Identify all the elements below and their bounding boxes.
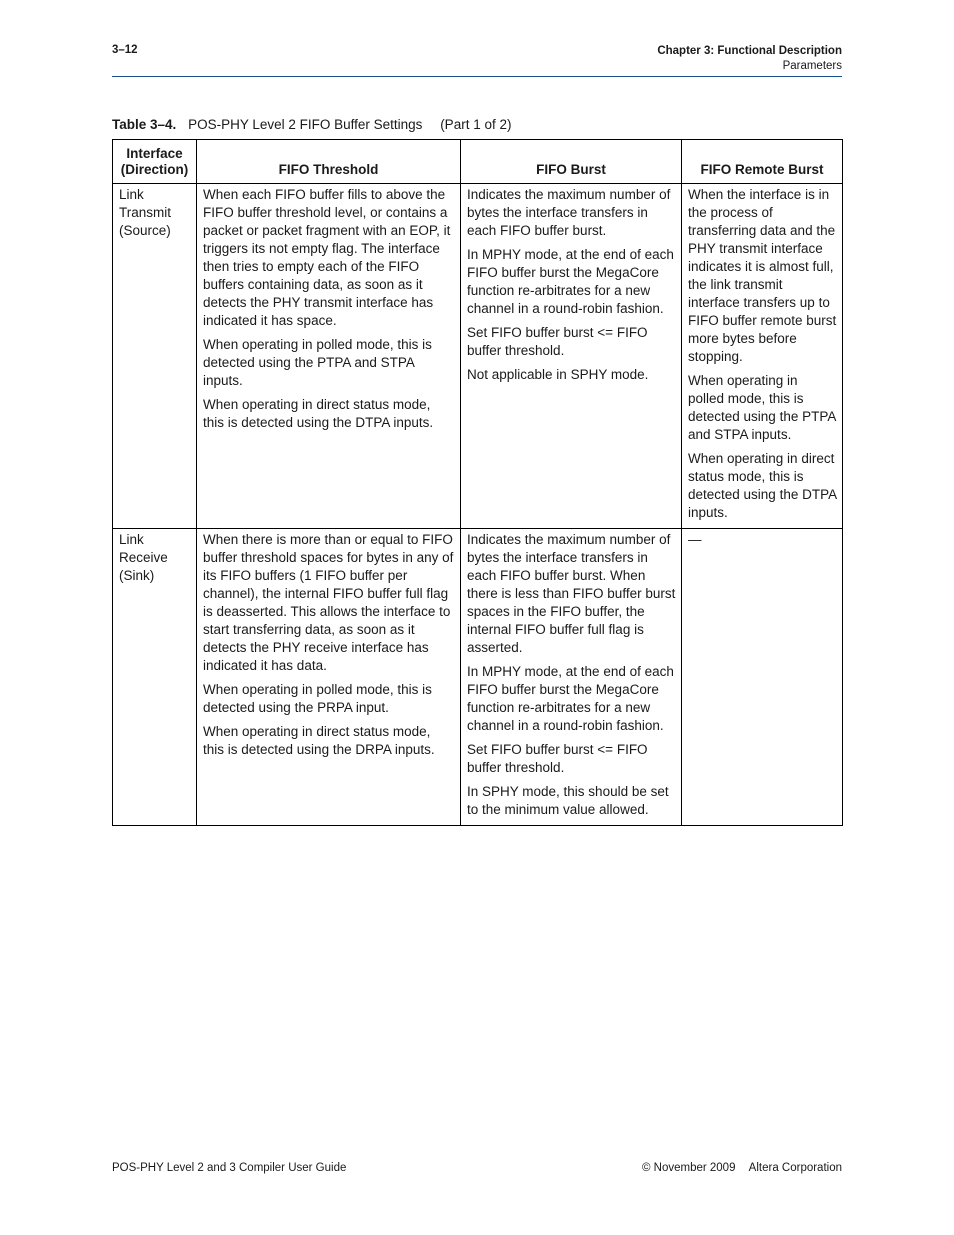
cell-paragraph: When operating in direct status mode, this is detected using the DTPA inputs. <box>688 451 837 520</box>
cell-paragraph: — <box>688 532 702 547</box>
footer-date: © November 2009 <box>641 1162 736 1174</box>
header-fifo-remote-burst: FIFO Remote Burst <box>682 140 843 184</box>
table-caption-part: (Part 1 of 2) <box>440 117 512 132</box>
table-row <box>113 529 843 826</box>
header-interface <box>113 140 197 184</box>
cell-burst <box>461 184 682 529</box>
footer-organization: Altera Corporation <box>748 1162 842 1174</box>
table-body <box>113 184 843 826</box>
cell-paragraph: In SPHY mode, this should be set to the minimum value allowed. <box>467 784 669 817</box>
cell-paragraph: When operating in direct status mode, this is detected using the DRPA inputs. <box>203 724 435 757</box>
table-caption-label: Table 3–4. <box>112 117 177 132</box>
cell-paragraph: Not applicable in SPHY mode. <box>467 367 649 382</box>
cell-paragraph: In MPHY mode, at the end of each FIFO buffer burst the MegaCore function re-arbitrates for a new channel in a round-robin fashion. <box>467 664 674 733</box>
section-title: Parameters <box>782 60 842 72</box>
cell-paragraph: Indicates the maximum number of bytes the interface transfers in each FIFO buffer burst. <box>467 187 671 238</box>
header-interface-line1: Interface <box>126 146 183 161</box>
cell-paragraph: When operating in direct status mode, this is detected using the DTPA inputs. <box>203 397 434 430</box>
cell-paragraph: When there is more than or equal to FIFO buffer threshold spaces for bytes in any of its FIFO buffers (1 FIFO buffer per channel), the internal FIFO buffer full flag is deasserted. This allows the interface to start transferring data, as soon as it detects the PHY receive interface has indicated it has data. <box>203 532 454 673</box>
cell-paragraph: Set FIFO buffer burst <= FIFO buffer threshold. <box>467 325 648 358</box>
cell-paragraph: When operating in polled mode, this is detected using the PRPA input. <box>203 682 432 715</box>
cell-paragraph: In MPHY mode, at the end of each FIFO buffer burst the MegaCore function re-arbitrates for a new channel in a round-robin fashion. <box>467 247 674 316</box>
cell-paragraph: When operating in polled mode, this is detected using the PTPA and STPA inputs. <box>203 337 432 388</box>
header-interface-line2: (Direction) <box>120 162 189 177</box>
header-rule <box>112 76 842 77</box>
cell-interface: Link Receive (Sink) <box>113 529 197 826</box>
cell-paragraph: When each FIFO buffer fills to above the FIFO buffer threshold level, or contains a packet or packet fragment with an EOP, it triggers its not empty flag. The interface then tries to empty each of the FIFO buffers containing data, as soon as it detects the PHY transmit interface has indicated it has space. <box>203 187 451 328</box>
header-fifo-burst: FIFO Burst <box>461 140 682 184</box>
cell-paragraph: When the interface is in the process of transferring data and the PHY transmit interface indicates it is almost full, the link transmit interface transfers up to FIFO buffer remote burst more bytes before stopping. <box>688 187 837 364</box>
footer-guide-title: POS-PHY Level 2 and 3 Compiler User Guide <box>112 1162 347 1174</box>
cell-paragraph: Indicates the maximum number of bytes the interface transfers in each FIFO buffer burst. When there is less than FIFO buffer burst spaces in the FIFO buffer, the internal FIFO buffer full flag is asserted. <box>467 532 676 655</box>
table-caption-title: POS-PHY Level 2 FIFO Buffer Settings <box>188 117 423 132</box>
cell-paragraph: When operating in polled mode, this is detected using the PTPA and STPA inputs. <box>688 373 836 442</box>
fifo-settings-table <box>112 139 843 826</box>
table-header-row <box>113 140 843 184</box>
header-fifo-threshold: FIFO Threshold <box>197 140 461 184</box>
cell-remote-burst <box>682 184 843 529</box>
table-row <box>113 184 843 529</box>
page-number: 3–12 <box>112 44 138 56</box>
cell-paragraph: Set FIFO buffer burst <= FIFO buffer threshold. <box>467 742 648 775</box>
chapter-title: Chapter 3: Functional Description <box>657 45 842 57</box>
cell-interface: Link Transmit (Source) <box>113 184 197 529</box>
cell-remote-burst <box>682 529 843 826</box>
table-caption <box>112 117 511 132</box>
running-header <box>657 44 842 74</box>
cell-threshold <box>197 529 461 826</box>
footer-right <box>642 1162 842 1174</box>
cell-burst <box>461 529 682 826</box>
cell-threshold <box>197 184 461 529</box>
